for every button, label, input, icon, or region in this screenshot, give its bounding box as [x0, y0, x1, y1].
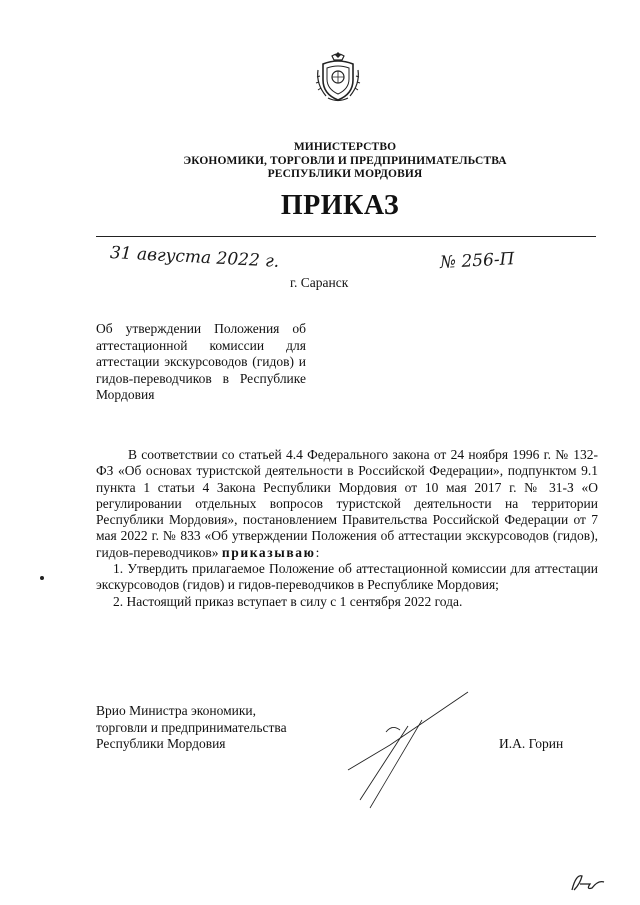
ministry-line: РЕСПУБЛИКИ МОРДОВИЯ — [267, 168, 423, 180]
order-keyword: приказываю — [221, 544, 316, 560]
order-body — [96, 447, 598, 610]
signatory-position-line: Врио Министра экономики, — [96, 703, 257, 718]
coat-of-arms-emblem — [314, 50, 362, 104]
ministry-line: ЭКОНОМИКИ, ТОРГОВЛИ И ПРЕДПРИНИМАТЕЛЬСТВА — [183, 154, 507, 167]
preamble-text: В соответствии со статьей 4.4 Федерального закона от 24 ноября 1996 г. № 132-ФЗ «Об основах туристской деятельности в Российской Федерации», подпунктом 9.1 пункта 1 статьи 4 Закона Республики Мордовия от 10 мая 2017 г. № 31-З «О регулировании отдельных вопросов туристской деятельности на территории Республики Мордовия», постановлением Правительства Российской Федерации от 7 мая 2022 г. № 833 «Об утверждении Положения об аттестации экскурсоводов (гидов), гидов-переводчиков» — [96, 447, 598, 560]
order-item-2: 2. Настоящий приказ вступает в силу с 1 сентября 2022 года. — [113, 593, 463, 609]
handwritten-date: 31 августа 2022 г. — [109, 243, 280, 272]
header-divider — [96, 236, 596, 237]
preamble-paragraph — [96, 447, 598, 561]
handwritten-signature — [330, 690, 480, 810]
order-subject: Об утверждении Положения об аттестационной комиссии для аттестации экскурсоводов (гидов) и гидов-переводчиков в Республике Мордовия — [96, 321, 306, 402]
handwritten-initials — [570, 872, 606, 894]
order-keyword-colon: : — [315, 544, 320, 560]
issue-city: г. Саранск — [290, 275, 349, 290]
order-item-1: 1. Утвердить прилагаемое Положение об аттестационной комиссии для аттестации экскурсоводов (гидов) и гидов-переводчиков в Республике Мордовия; — [96, 561, 598, 593]
document-type-title: ПРИКАЗ — [280, 190, 400, 221]
signatory-name: И.А. Горин — [499, 736, 564, 751]
handwritten-order-number: № 256-П — [439, 249, 515, 273]
signatory-position-line: Республики Мордовия — [96, 736, 226, 751]
signatory-position-line: торговли и предпринимательства — [96, 719, 287, 735]
ministry-name — [150, 141, 540, 182]
ministry-line: МИНИСТЕРСТВО — [293, 141, 397, 153]
signatory-position — [96, 703, 336, 753]
scan-speck — [40, 576, 44, 580]
